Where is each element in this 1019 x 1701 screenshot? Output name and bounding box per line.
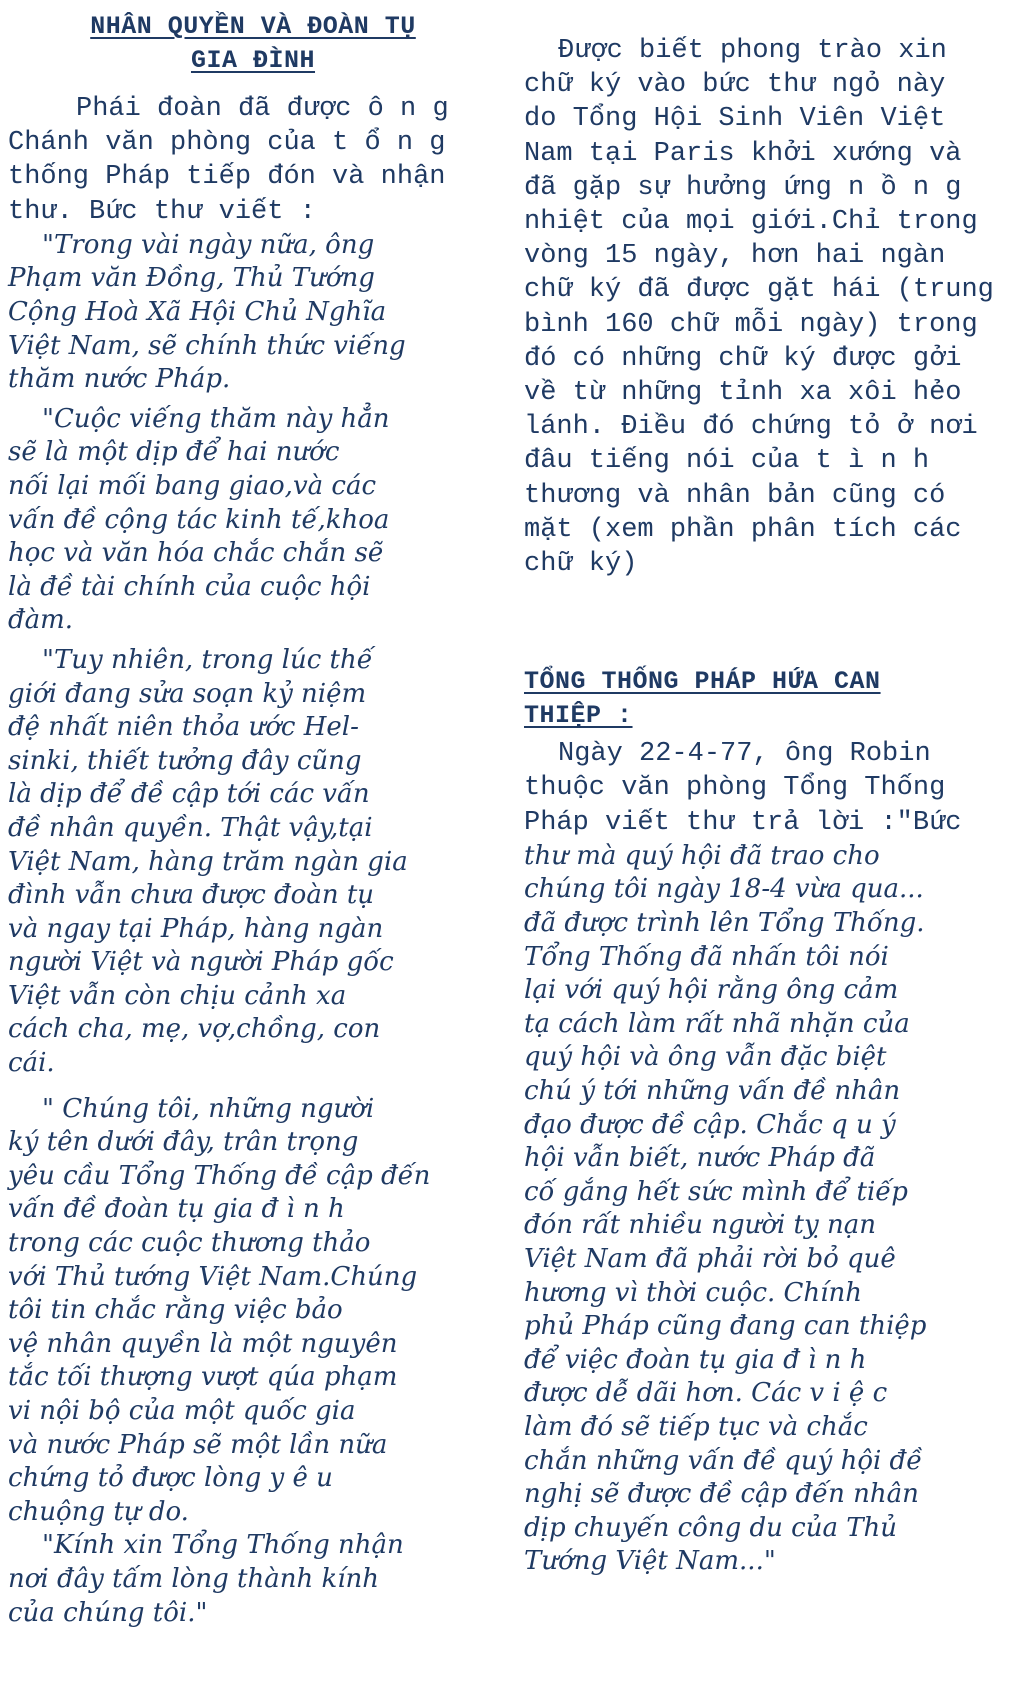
text-line: tạ cách làm rất nhã nhặn của: [524, 1008, 910, 1039]
text-line: Việt Nam, sẽ chính thức viếng: [8, 330, 406, 361]
text-line: cách cha, mẹ, vợ,chồng, con: [8, 1014, 381, 1045]
text-line: Việt Nam đã phải rời bỏ quê: [524, 1243, 896, 1274]
text-line: đệ nhất niên thỏa ước Hel-: [8, 712, 359, 743]
text-line: cố gắng hết sức mình để tiếp: [524, 1176, 908, 1207]
text-line: quý hội và ông vẫn đặc biệt: [524, 1042, 887, 1073]
reply-intro-paragraph: [524, 737, 994, 840]
text-line: nhiệt của mọi giới.Chỉ trong: [524, 207, 978, 238]
text-line: đã được trình lên Tổng Thống.: [524, 908, 925, 939]
text-line: đó có những chữ ký được gởi: [524, 343, 962, 374]
text-line: chú ý tới những vấn đề nhân: [524, 1076, 901, 1107]
heading-line: TỔNG THỐNG PHÁP HỨA CAN: [524, 667, 881, 697]
intro-paragraph: [8, 92, 498, 229]
text-line: "Kính xin Tổng Thống nhận: [42, 1530, 404, 1561]
text-line: với Thủ tướng Việt Nam.Chúng: [8, 1261, 418, 1292]
article-title: [8, 0, 498, 78]
text-line: vấn đề cộng tác kinh tế,khoa: [8, 504, 390, 535]
text-line: chứng tỏ được lòng y ê u: [8, 1463, 333, 1494]
text-line: "Tuy nhiên, trong lúc thế: [42, 644, 373, 675]
text-line: đàm.: [8, 605, 74, 636]
left-column: [8, 0, 498, 1630]
text-line: thương và nhân bản cũng có: [524, 480, 946, 511]
text-line: đã gặp sự hưởng ứng n ồ n g: [524, 172, 962, 203]
text-line: nơi đây tấm lòng thành kính: [8, 1563, 380, 1594]
text-line: được dễ dãi hơn. Các v i ệ c: [524, 1378, 888, 1409]
text-line: " Chúng tôi, những người: [42, 1093, 375, 1124]
letter-quote-paragraph: [8, 403, 498, 638]
text-line: bình 160 chữ mỗi ngày) trong: [524, 309, 978, 340]
text-line: chắn những vấn đề quý hội đề: [524, 1445, 923, 1476]
text-line: phủ Pháp cũng đang can thiệp: [524, 1311, 927, 1342]
text-line: do Tổng Hội Sinh Viên Việt: [524, 104, 946, 135]
text-line: vòng 15 ngày, hơn hai ngàn: [524, 241, 946, 272]
text-line: và ngay tại Pháp, hàng ngàn: [8, 913, 384, 944]
text-line: hương vì thời cuộc. Chính: [524, 1277, 862, 1308]
heading-line: THIỆP :: [524, 701, 633, 731]
text-line: thư. Bức thư viết :: [8, 196, 316, 227]
text-line: nghị sẽ được đề cập đến nhân: [524, 1479, 919, 1510]
letter-quote-paragraph: [8, 1093, 498, 1530]
text-line: cái.: [8, 1048, 55, 1079]
text-line: người Việt và người Pháp gốc: [8, 947, 394, 978]
text-line: để việc đoàn tụ gia đ ì n h: [524, 1344, 867, 1375]
text-line: Ngày 22-4-77, ông Robin: [558, 739, 931, 770]
text-line: đón rất nhiều người tỵ nạn: [524, 1210, 876, 1241]
text-line: vi nội bộ của một quốc gia: [8, 1396, 356, 1426]
text-line: Tướng Việt Nam...": [524, 1546, 776, 1577]
text-line: đề nhân quyền. Thật vậy,tại: [8, 812, 373, 843]
text-line: thống Pháp tiếp đón và nhận: [8, 162, 446, 193]
letter-quote-paragraph: [8, 644, 498, 1081]
text-line: mặt (xem phần phân tích các: [524, 514, 962, 545]
text-line: Việt vẫn còn chịu cảnh xa: [8, 980, 347, 1011]
text-line: trong các cuộc thương thảo: [8, 1228, 371, 1259]
text-line: Được biết phong trào xin: [558, 36, 947, 66]
text-line: Cộng Hoà Xã Hội Chủ Nghĩa: [8, 297, 387, 327]
text-line: và nước Pháp sẽ một lần nữa: [8, 1429, 388, 1460]
text-line: "Cuộc viếng thăm này hẳn: [42, 403, 390, 434]
text-line: thuộc văn phòng Tổng Thống: [524, 773, 946, 804]
text-line: Phạm văn Đồng, Thủ Tướng: [8, 263, 375, 294]
text-line: vệ nhân quyền là một nguyên: [8, 1328, 398, 1359]
text-line: Phái đoàn đã được ô n g: [76, 94, 449, 124]
text-line: lại với quý hội rằng ông cảm: [524, 975, 899, 1006]
text-line: nối lại mối bang giao,và các: [8, 470, 377, 501]
text-line: chữ ký): [524, 549, 638, 580]
title-line: NHÂN QUYỀN VÀ ĐOÀN TỤ: [90, 12, 416, 41]
text-line: lánh. Điều đó chứng tỏ ở nơi: [524, 412, 978, 443]
text-line: hội vẫn biết, nước Pháp đã: [524, 1143, 876, 1174]
text-line: Việt Nam, hàng trăm ngàn gia: [8, 846, 408, 877]
text-line: Tổng Thống đã nhấn tôi nói: [524, 941, 889, 972]
text-line: sinki, thiết tưởng đây cũng: [8, 745, 362, 776]
text-line: thư mà quý hội đã trao cho: [524, 840, 880, 871]
text-line: Nam tại Paris khởi xướng và: [524, 138, 962, 169]
text-line: đâu tiếng nói của t ì n h: [524, 446, 930, 477]
text-line: đình vẫn chưa được đoàn tụ: [8, 880, 375, 911]
text-line: chúng tôi ngày 18-4 vừa qua...: [524, 874, 924, 905]
text-line: chữ ký đã được gặt hái (trung: [524, 275, 994, 306]
text-line: là đề tài chính của cuộc hội: [8, 571, 371, 602]
text-line: tắc tối thượng vượt qúa phạm: [8, 1362, 398, 1393]
text-line: giới đang sửa soạn kỷ niệm: [8, 678, 367, 709]
text-line: yêu cầu Tổng Thống đề cập đến: [8, 1160, 431, 1191]
section-heading: [524, 665, 994, 733]
text-line: "Trong vài ngày nữa, ông: [42, 229, 375, 260]
text-line: Pháp viết thư trả lời :"Bức: [524, 807, 962, 838]
title-line: GIA ĐÌNH: [190, 46, 316, 75]
letter-quote-paragraph: [8, 229, 498, 397]
text-line: học và văn hóa chắc chắn sẽ: [8, 538, 384, 569]
text-line: đạo được đề cập. Chắc q u ý: [524, 1109, 896, 1140]
reply-letter-paragraph: [524, 840, 994, 1579]
petition-paragraph: [524, 34, 994, 581]
text-line: là dịp để đề cập tới các vấn: [8, 779, 370, 810]
letter-quote-paragraph: [8, 1529, 498, 1630]
text-line: vấn đề đoàn tụ gia đ ì n h: [8, 1194, 345, 1225]
text-line: của chúng tôi.": [8, 1597, 208, 1628]
text-line: về từ những tỉnh xa xôi hẻo: [524, 378, 962, 409]
text-line: thăm nước Pháp.: [8, 364, 231, 395]
text-line: chữ ký vào bức thư ngỏ này: [524, 70, 946, 101]
text-line: dịp chuyến công du của Thủ: [524, 1512, 898, 1543]
text-line: ký tên dưới đây, trân trọng: [8, 1127, 359, 1158]
text-line: tôi tin chắc rằng việc bảo: [8, 1295, 343, 1326]
text-line: Chánh văn phòng của t ổ n g: [8, 128, 446, 159]
text-line: sẽ là một dịp để hai nước: [8, 437, 340, 468]
right-column: [524, 0, 994, 1579]
text-line: chuộng tự do.: [8, 1496, 189, 1527]
text-line: làm đó sẽ tiếp tục và chắc: [524, 1411, 868, 1442]
